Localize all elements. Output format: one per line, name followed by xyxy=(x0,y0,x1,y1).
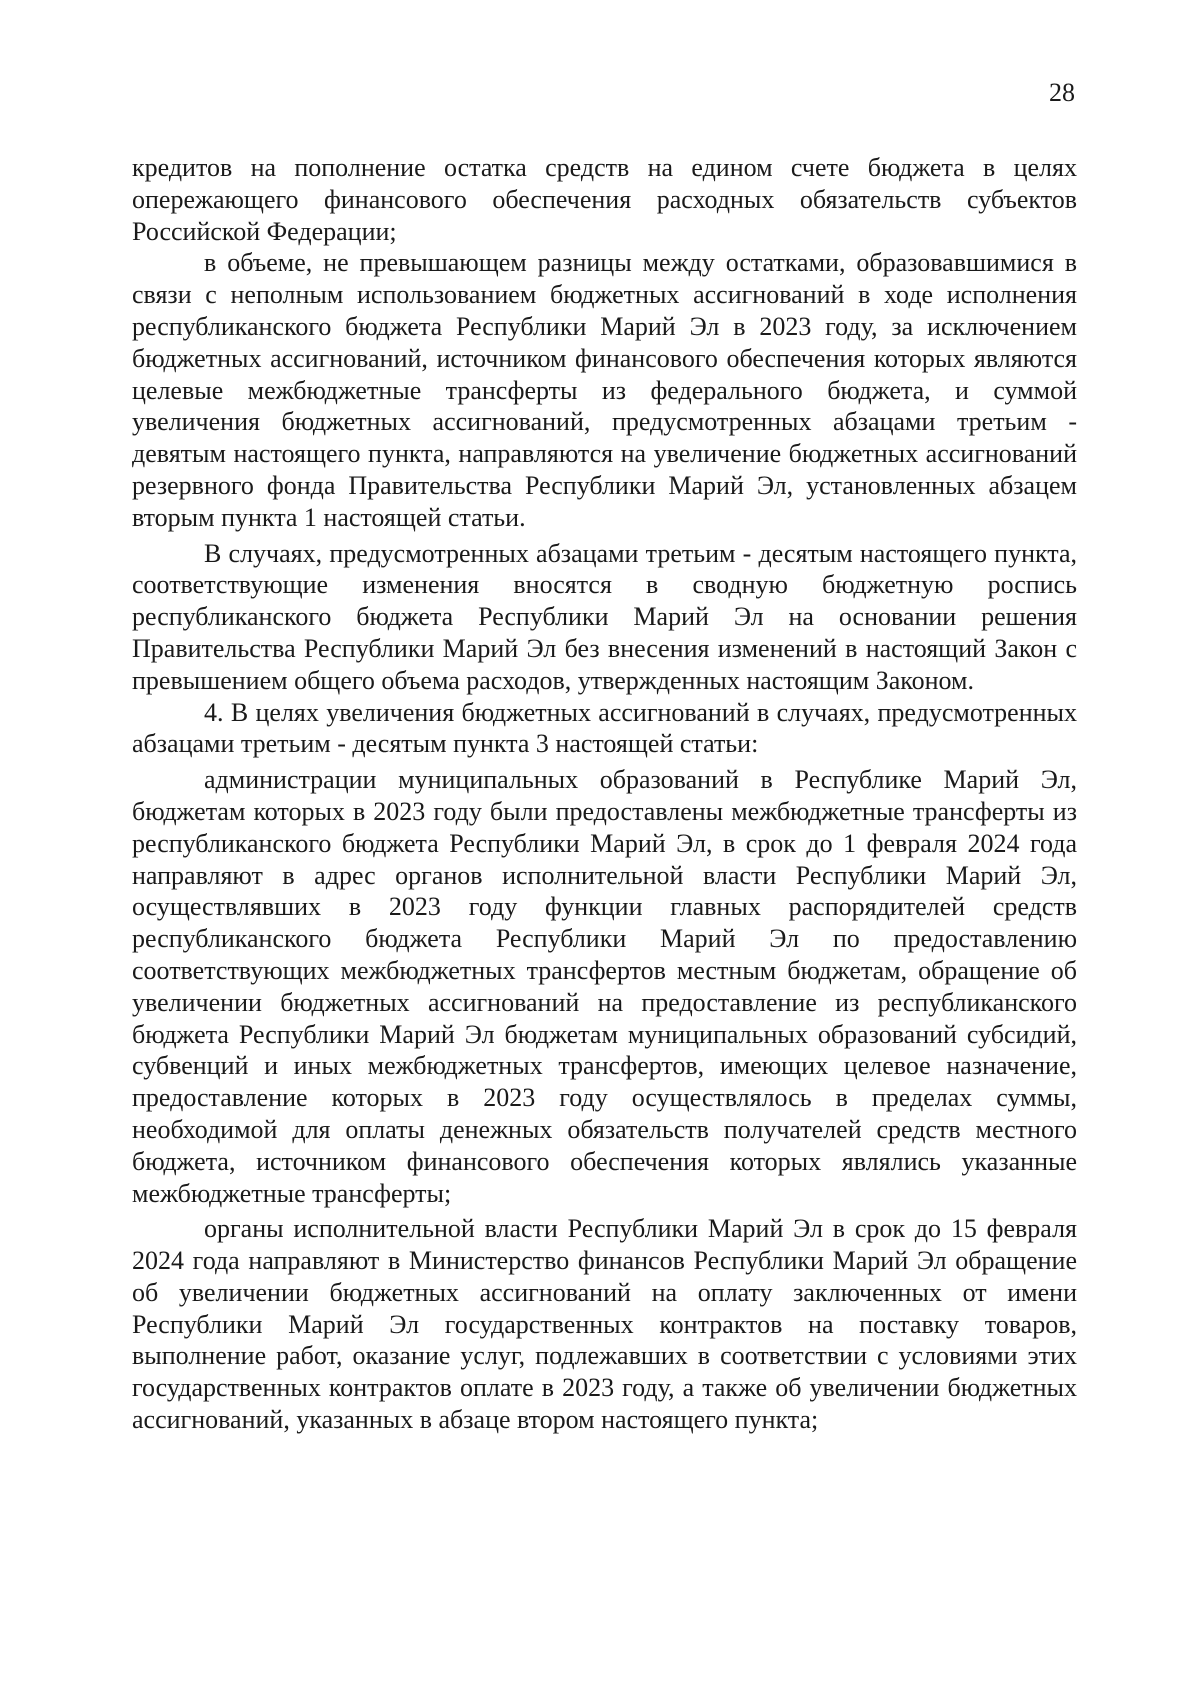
body-text xyxy=(132,152,1077,1436)
paragraph-executive-bodies: органы исполнительной власти Республики Марий Эл в срок до 15 февраля 2024 года направляют в Министерство финансов Республики Марий Эл обращение об увеличении бюджетных ассигнований на оплату заключенных от имени Республики Марий Эл государственных контрактов на поставку товаров, выполнение работ, оказание услуг, подлежавших в соответствии с условиями этих государственных контрактов оплате в 2023 году, а также об увеличении бюджетных ассигнований, указанных в абзаце втором настоящего пункта; xyxy=(132,1214,1077,1435)
page-number: 28 xyxy=(1049,78,1075,107)
paragraph-reserve-fund: в объеме, не превышающем разницы между остатками, образовавшимися в связи с неполным использованием бюджетных ассигнований в ходе исполнения республиканского бюджета Республики Марий Эл в 2023 году, за исключением бюджетных ассигнований, источником финансового обеспечения которых являются целевые межбюджетные трансферты из федерального бюджета, и суммой увеличения бюджетных ассигнований, предусмотренных абзацами третьим - девятым настоящего пункта, направляются на увеличение бюджетных ассигнований резервного фонда Правительства Республики Марий Эл, установленных абзацем вторым пункта 1 настоящей статьи. xyxy=(132,248,1077,532)
paragraph-municipal-administrations: администрации муниципальных образований в Республике Марий Эл, бюджетам которых в 2023 году были предоставлены межбюджетные трансферты из республиканского бюджета Республики Марий Эл, в срок до 1 февраля 2024 года направляют в адрес органов исполнительной власти Республики Марий Эл, осуществлявших в 2023 году функции главных распорядителей средств республиканского бюджета Республики Марий Эл по предоставлению соответствующих межбюджетных трансфертов местным бюджетам, обращение об увеличении бюджетных ассигнований на предоставление из республиканского бюджета Республики Марий Эл бюджетам муниципальных образований субсидий, субвенций и иных межбюджетных трансфертов, имеющих целевое назначение, предоставление которых в 2023 году осуществлялось в пределах суммы, необходимой для оплаты денежных обязательств получателей средств местного бюджета, источником финансового обеспечения которых являлись указанные межбюджетные трансферты; xyxy=(132,765,1077,1208)
paragraph-item-4: 4. В целях увеличения бюджетных ассигнований в случаях, предусмотренных абзацами третьим - десятым пункта 3 настоящей статьи: xyxy=(132,697,1077,759)
paragraph-continuation: кредитов на пополнение остатка средств на едином счете бюджета в целях опережающего финансового обеспечения расходных обязательств субъектов Российской Федерации; xyxy=(132,153,1077,246)
paragraph-budget-changes: В случаях, предусмотренных абзацами третьим - десятым настоящего пункта, соответствующие изменения вносятся в сводную бюджетную роспись республиканского бюджета Республики Марий Эл на основании решения Правительства Республики Марий Эл без внесения изменений в настоящий Закон с превышением общего объема расходов, утвержденных настоящим Законом. xyxy=(132,538,1077,695)
